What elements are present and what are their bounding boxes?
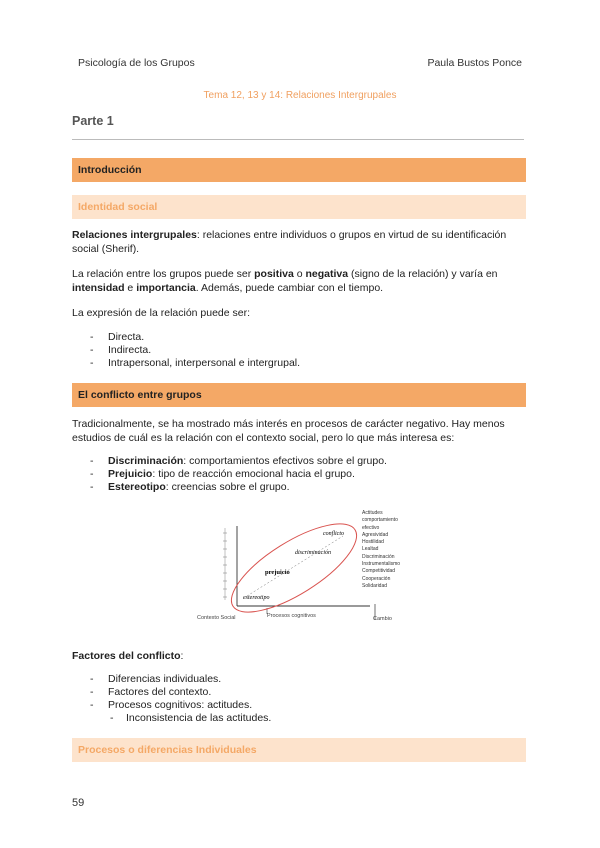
label-prejuicio: prejuicio	[265, 569, 290, 576]
list-item: - Factores del contexto.	[90, 686, 271, 699]
topic-title: Tema 12, 13 y 14: Relaciones Intergrupales	[203, 90, 397, 101]
list-subitem: - Inconsistencia de las actitudes.	[90, 712, 271, 725]
list-factores	[90, 673, 271, 725]
paragraph-relaciones: Relaciones intergrupales: relaciones entre individuos o grupos en virtud de su identificación social (Sherif).	[72, 229, 507, 255]
list-conceptos	[90, 455, 387, 494]
section-title: Procesos o diferencias Individuales	[78, 744, 257, 756]
section-identidad-social	[72, 195, 526, 219]
list-item: - Indirecta.	[90, 344, 300, 357]
header-author: Paula Bustos Ponce	[427, 57, 522, 69]
legend-item: comportamiento	[362, 517, 398, 524]
label-contexto-social: Contexto Social	[197, 615, 236, 621]
legend-item: Cooperación	[362, 575, 391, 582]
list-item: - Diferencias individuales.	[90, 673, 271, 686]
paragraph-relacion-grupos: La relación entre los grupos puede ser positiva o negativa (signo de la relación) y varía en intensidad e importancia. Además, puede cambiar con el tiempo.	[72, 268, 498, 294]
list-expresion	[90, 331, 300, 370]
section-introduccion	[72, 158, 526, 182]
factores-heading: Factores del conflicto:	[72, 650, 184, 662]
legend-item: Competitividad	[362, 568, 396, 575]
section-title: Identidad social	[78, 201, 158, 213]
section-procesos	[72, 738, 526, 762]
legend-item: efectivo	[362, 524, 380, 531]
legend-item: Instrumentalismo	[362, 561, 401, 568]
label-procesos-cognitivos: Procesos cognitivos	[267, 613, 316, 619]
label-conflicto: conflicto	[323, 531, 344, 537]
diagonal-trend	[247, 536, 343, 596]
paragraph-expresion: La expresión de la relación puede ser:	[72, 307, 251, 319]
list-item: - Intrapersonal, interpersonal e intergrupal.	[90, 357, 300, 370]
list-item: - Prejuicio: tipo de reacción emocional hacia el grupo.	[90, 468, 387, 481]
legend-item: Actitudes	[362, 510, 383, 516]
list-item: - Discriminación: comportamientos efectivos sobre el grupo.	[90, 455, 387, 468]
part-heading: Parte 1	[72, 114, 114, 128]
legend-item: Agresividad	[362, 531, 389, 538]
list-item: - Directa.	[90, 331, 300, 344]
label-cambio: Cambio	[373, 616, 392, 622]
legend-item: Solidaridad	[362, 582, 388, 589]
section-conflicto	[72, 383, 526, 407]
list-item: - Estereotipo: creencias sobre el grupo.	[90, 481, 387, 494]
section-title: El conflicto entre grupos	[78, 389, 202, 401]
paragraph-tradicionalmente: Tradicionalmente, se ha mostrado más interés en procesos de carácter negativo. Hay menos estudios de cuál es la relación con el contexto social, pero lo que más interesa es:	[72, 418, 505, 444]
label-discriminacion: discriminación	[295, 550, 331, 556]
figure-legend	[362, 510, 400, 590]
legend-item: Discriminación	[362, 553, 395, 560]
page-number: 59	[72, 797, 85, 809]
list-item: - Procesos cognitivos: actitudes.	[90, 699, 271, 712]
divider	[72, 139, 524, 140]
legend-item: Lealtad	[362, 546, 379, 553]
header-course: Psicología de los Grupos	[78, 57, 195, 69]
legend-item: Hostilidad	[362, 539, 384, 546]
relationship-ellipse	[219, 508, 369, 628]
label-estereotipo: estereotipo	[243, 595, 270, 601]
section-title: Introducción	[78, 164, 142, 176]
